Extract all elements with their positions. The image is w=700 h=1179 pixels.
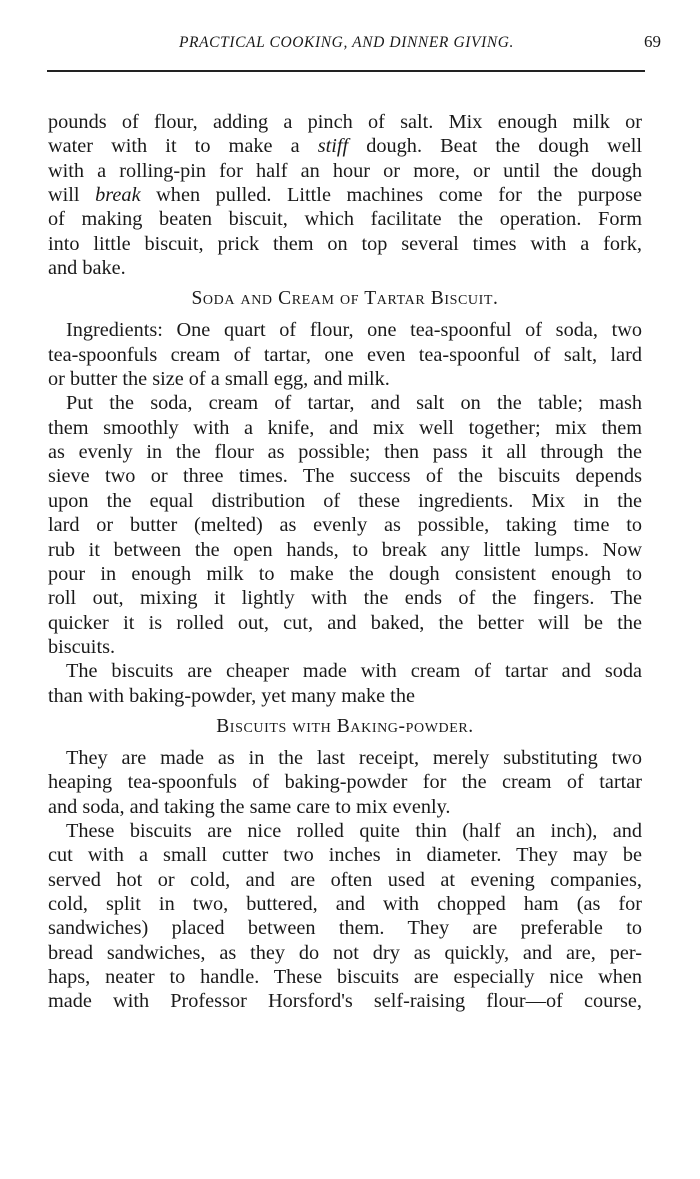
text-line: sandwiches) placed between them. They are preferable to [48, 917, 642, 940]
text-line: tea-spoonfuls cream of tartar, one even tea-spoonful of salt, lard [48, 343, 642, 366]
text-line [48, 134, 642, 158]
paragraph [48, 819, 642, 1014]
text-line: Ingredients: One quart of flour, one tea-spoonful of soda, two [66, 319, 642, 342]
text-line: sieve two or three times. The success of the biscuits depends [48, 465, 642, 488]
text-line: or butter the size of a small egg, and milk. [48, 368, 390, 391]
text-line: made with Professor Horsford's self-raising flour—of course, [48, 990, 642, 1013]
text-line: upon the equal distribution of these ingredients. Mix in the [48, 489, 642, 512]
text-line: them smoothly with a knife, and mix well together; mix them [48, 416, 642, 439]
text-line: pour in enough milk to make the dough consistent enough to [48, 562, 642, 585]
running-head [48, 28, 661, 58]
text-segment: will [48, 184, 96, 207]
text-line: Put the soda, cream of tartar, and salt on the table; mash [66, 392, 642, 415]
text-line: into little biscuit, prick them on top several times with a fork, [48, 232, 642, 255]
running-head-title: PRACTICAL COOKING, AND DINNER GIVING. [178, 34, 515, 51]
text-line: than with baking-powder, yet many make the [48, 684, 415, 707]
text-line: cut with a small cutter two inches in diameter. They may be [48, 844, 642, 867]
text-line: bread sandwiches, as they do not dry as quickly, and are, per- [48, 941, 642, 964]
text-line: roll out, mixing it lightly with the ends of the fingers. The [48, 587, 642, 610]
paragraph [48, 110, 642, 280]
section-heading: Soda and Cream of Tartar Biscuit. [191, 288, 499, 310]
text-line: These biscuits are nice rolled quite thin (half an inch), and [66, 819, 642, 842]
text-line: rub it between the open hands, to break any little lumps. Now [48, 538, 642, 561]
text-line: and bake. [48, 257, 126, 280]
text-line [48, 183, 642, 207]
text-line: and soda, and taking the same care to mix evenly. [48, 795, 451, 818]
text-line: served hot or cold, and are often used at evening companies, [48, 868, 642, 891]
paragraph [48, 746, 642, 819]
section-heading: Biscuits with Baking-powder. [216, 715, 474, 737]
header-rule [47, 70, 645, 72]
italic-word: stiff [317, 135, 349, 158]
paragraph [48, 391, 642, 659]
text-line: heaping tea-spoonfuls of baking-powder for the cream of tartar [48, 771, 642, 794]
text-segment: dough. Beat the dough well [348, 135, 642, 158]
text-line: The biscuits are cheaper made with cream of tartar and soda [66, 660, 642, 683]
italic-word: break [95, 184, 141, 207]
text-line: of making beaten biscuit, which facilitate the operation. Form [48, 208, 642, 231]
text-segment: water with it to make a [48, 135, 318, 158]
text-line: haps, neater to handle. These biscuits are especially nice when [48, 966, 642, 988]
text-line: biscuits. [48, 635, 116, 658]
page-body [48, 110, 642, 1014]
text-line: cold, split in two, buttered, and with chopped ham (as for [48, 892, 642, 915]
text-line: with a rolling-pin for half an hour or more, or until the dough [48, 159, 642, 182]
text-line: They are made as in the last receipt, merely substituting two [66, 746, 642, 769]
paragraph [48, 659, 642, 708]
text-segment: when pulled. Little machines come for the purpose [140, 184, 642, 207]
text-line: as evenly in the flour as possible; then pass it all through the [48, 441, 642, 464]
text-line: quicker it is rolled out, cut, and baked, the better will be the [48, 611, 642, 634]
paragraph [48, 318, 642, 391]
text-line: lard or butter (melted) as evenly as possible, taking time to [48, 514, 642, 537]
text-line: pounds of flour, adding a pinch of salt. Mix enough milk or [48, 111, 642, 133]
page-number: 69 [644, 32, 661, 51]
